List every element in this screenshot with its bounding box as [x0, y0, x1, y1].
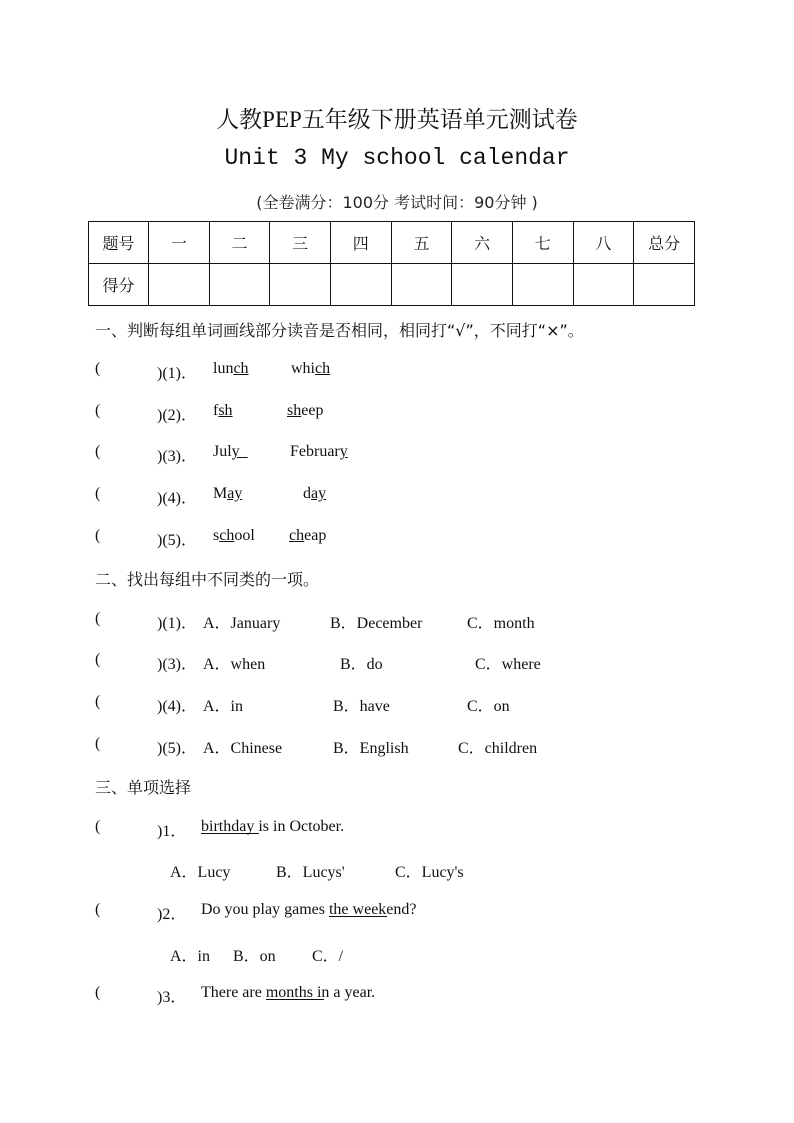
word-part: M [213, 485, 228, 502]
question-number: )1． [157, 823, 187, 840]
question-number: )(5)． [157, 532, 197, 549]
table-cell: 七 [512, 222, 573, 264]
table-cell: 五 [391, 222, 452, 264]
question-row [0, 485, 794, 509]
question-row [0, 984, 794, 1008]
word-part: ool [234, 527, 255, 544]
option-b: B．Lucys' [276, 864, 345, 881]
option-b: B．English [333, 740, 409, 757]
word-part: eep [301, 402, 324, 419]
underlined-part: sh [218, 402, 233, 419]
table-cell: 得分 [89, 264, 149, 306]
word-one [213, 443, 248, 461]
question-row [0, 610, 794, 634]
word-part: eap [304, 527, 327, 544]
word-part: Februar [290, 443, 340, 460]
question-row [0, 651, 794, 675]
score-cell[interactable] [573, 264, 634, 306]
option-b: B．have [333, 698, 390, 715]
fill-blank[interactable] [329, 901, 387, 917]
score-cell[interactable] [391, 264, 452, 306]
underlined-part: y [231, 443, 248, 460]
word-two [290, 443, 348, 461]
score-cell[interactable] [452, 264, 513, 306]
answer-bracket[interactable]: ( [95, 402, 101, 419]
score-cell[interactable] [209, 264, 270, 306]
word-part: Jul [213, 443, 232, 460]
table-cell: 三 [270, 222, 331, 264]
word-two [303, 485, 326, 503]
option-c: C．Lucy's [395, 864, 464, 881]
option-b: B．December [330, 615, 423, 632]
score-table-score-row [89, 264, 695, 306]
underlined-part: ch [315, 360, 331, 377]
section3-heading: 三、单项选择 [95, 778, 192, 797]
question-number: )(2)． [157, 407, 197, 424]
question-number: )2． [157, 906, 187, 923]
option-a: A．when [203, 656, 266, 673]
question-text-before: Do you play games [201, 901, 329, 918]
question-text [201, 901, 417, 919]
question-number: )(5)． [157, 740, 197, 757]
option-c: C．children [458, 740, 538, 757]
word-part: lun [213, 360, 234, 377]
option-c: C．month [467, 615, 535, 632]
answer-bracket[interactable]: ( [95, 360, 101, 377]
answer-bracket[interactable]: ( [95, 610, 101, 627]
score-cell[interactable] [149, 264, 210, 306]
fill-blank[interactable] [201, 818, 259, 834]
question-row [0, 402, 794, 426]
question-number: )(1)． [157, 615, 197, 632]
score-cell[interactable] [634, 264, 695, 306]
answer-bracket[interactable]: ( [95, 984, 101, 1001]
question-text-after: months in a year. [265, 984, 376, 1001]
answer-bracket[interactable]: ( [95, 651, 101, 668]
fill-blank[interactable] [266, 984, 324, 1000]
question-number: )(4)． [157, 698, 197, 715]
section1-heading: 一、判断每组单词画线部分读音是否相同，相同打“√”，不同打“×”。 [95, 321, 584, 340]
question-row [0, 443, 794, 467]
option-c: C．where [475, 656, 541, 673]
question-row [0, 735, 794, 759]
option-c: C．on [467, 698, 510, 715]
option-b: B．do [340, 656, 383, 673]
question-row [0, 901, 794, 925]
table-cell: 一 [149, 222, 210, 264]
word-part: s [213, 527, 220, 544]
question-row [0, 818, 794, 842]
word-two [287, 402, 323, 420]
answer-bracket[interactable]: ( [95, 443, 101, 460]
question-text-after: the weekend? [328, 901, 417, 918]
score-cell[interactable] [330, 264, 391, 306]
option-a: A．in [170, 948, 211, 965]
word-part: whi [291, 360, 315, 377]
option-b: B．on [233, 948, 276, 965]
options-row [0, 943, 794, 967]
table-cell: 二 [209, 222, 270, 264]
options-row [0, 859, 794, 883]
word-one [213, 527, 255, 545]
table-cell: 题号 [89, 222, 149, 264]
question-number: )3． [157, 989, 187, 1006]
word-one [213, 402, 233, 420]
word-two [289, 527, 326, 545]
question-number: )(3)． [157, 448, 197, 465]
underlined-part: ay [311, 485, 327, 502]
option-a: A．Chinese [203, 740, 283, 757]
option-a: A．Lucy [170, 864, 231, 881]
question-row [0, 693, 794, 717]
score-cell[interactable] [270, 264, 331, 306]
word-one [213, 360, 249, 378]
answer-bracket[interactable]: ( [95, 485, 101, 502]
question-row [0, 527, 794, 551]
underlined-part: y [339, 443, 348, 460]
question-number: )(1)． [157, 365, 197, 382]
section2-heading: 二、找出每组中不同类的一项。 [95, 570, 320, 589]
option-a: A．January [203, 615, 281, 632]
answer-bracket[interactable]: ( [95, 818, 101, 835]
score-cell[interactable] [512, 264, 573, 306]
question-number: )(3)． [157, 656, 197, 673]
table-cell: 总分 [634, 222, 695, 264]
word-part: f [213, 402, 219, 419]
question-row [0, 360, 794, 384]
table-cell: 六 [452, 222, 513, 264]
underlined-part: ch [219, 527, 235, 544]
question-text [201, 818, 344, 836]
option-a: A．in [203, 698, 244, 715]
table-cell: 八 [573, 222, 634, 264]
underlined-part: ch [233, 360, 249, 377]
exam-info: (全卷满分：100分 考试时间：90分钟 ) [256, 193, 538, 212]
score-table [88, 221, 695, 306]
exam-title: 人教PEP五年级下册英语单元测试卷 [216, 107, 578, 132]
answer-bracket[interactable]: ( [95, 735, 101, 752]
unit-subtitle: Unit 3 My school calendar [224, 145, 570, 171]
underlined-part: ay [227, 485, 243, 502]
question-number: )(4)． [157, 490, 197, 507]
option-c: C．/ [312, 948, 344, 965]
underlined-part: ch [289, 527, 305, 544]
word-part: d [303, 485, 311, 502]
question-text-before: There are [201, 984, 266, 1001]
answer-bracket[interactable]: ( [95, 901, 101, 918]
answer-bracket[interactable]: ( [95, 693, 101, 710]
question-text-after: birthday is in October. [201, 818, 345, 835]
table-cell: 四 [330, 222, 391, 264]
underlined-part: sh [287, 402, 302, 419]
score-table-header-row [89, 222, 695, 264]
word-two [291, 360, 330, 378]
word-one [213, 485, 242, 503]
answer-bracket[interactable]: ( [95, 527, 101, 544]
question-text [201, 984, 375, 1002]
